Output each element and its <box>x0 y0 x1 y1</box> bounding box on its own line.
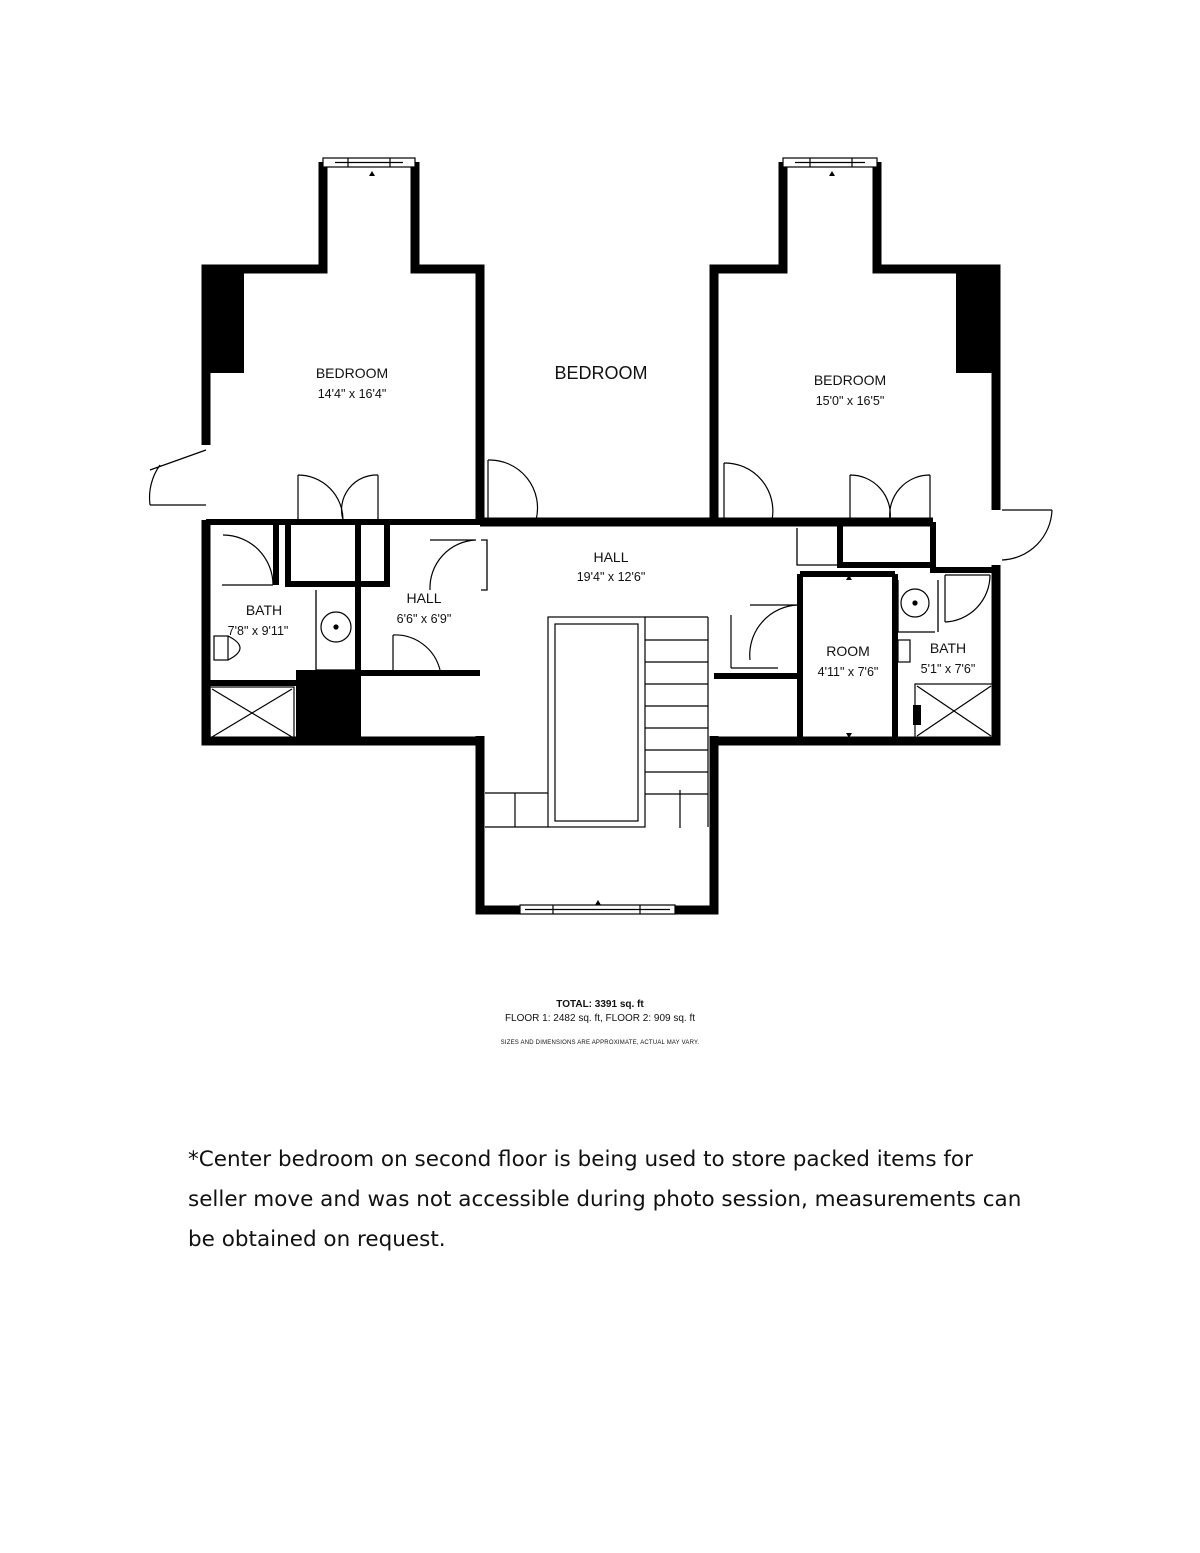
bedroom-left-dims: 14'4" x 16'4" <box>317 387 387 401</box>
opening-markers <box>369 171 852 905</box>
center-bedroom-note: *Center bedroom on second floor is being used to store packed items for seller move and was not accessible during photo session, measurements can be obtained on request. <box>188 1147 1022 1252</box>
stairs <box>485 617 708 828</box>
bath-left-dims: 7'8" x 9'11" <box>227 624 289 638</box>
bath-left-name: BATH <box>245 602 283 618</box>
total-area: TOTAL: 3391 sq. ft <box>556 999 644 1010</box>
bedroom-right-name: BEDROOM <box>813 372 887 388</box>
bath-right-dims: 5'1" x 7'6" <box>920 662 976 676</box>
room-small-name: ROOM <box>826 643 870 659</box>
windows <box>323 158 877 914</box>
disclaimer: SIZES AND DIMENSIONS ARE APPROXIMATE, ACTUAL MAY VARY. <box>500 1040 700 1046</box>
hall-small-name: HALL <box>406 590 442 606</box>
hall-main-name: HALL <box>593 549 629 565</box>
hall-small-dims: 6'6" x 6'9" <box>396 612 452 626</box>
exterior-walls <box>206 162 996 910</box>
bath-right-name: BATH <box>929 640 967 656</box>
bedroom-left-name: BEDROOM <box>315 365 389 381</box>
bedroom-right-dims: 15'0" x 16'5" <box>815 394 885 408</box>
hall-main-dims: 19'4" x 12'6" <box>576 570 646 584</box>
fixtures <box>214 589 929 662</box>
bedroom-center-name: BEDROOM <box>554 363 648 383</box>
floor-areas: FLOOR 1: 2482 sq. ft, FLOOR 2: 909 sq. ft <box>504 1013 696 1024</box>
room-small-dims: 4'11" x 7'6" <box>817 665 879 679</box>
